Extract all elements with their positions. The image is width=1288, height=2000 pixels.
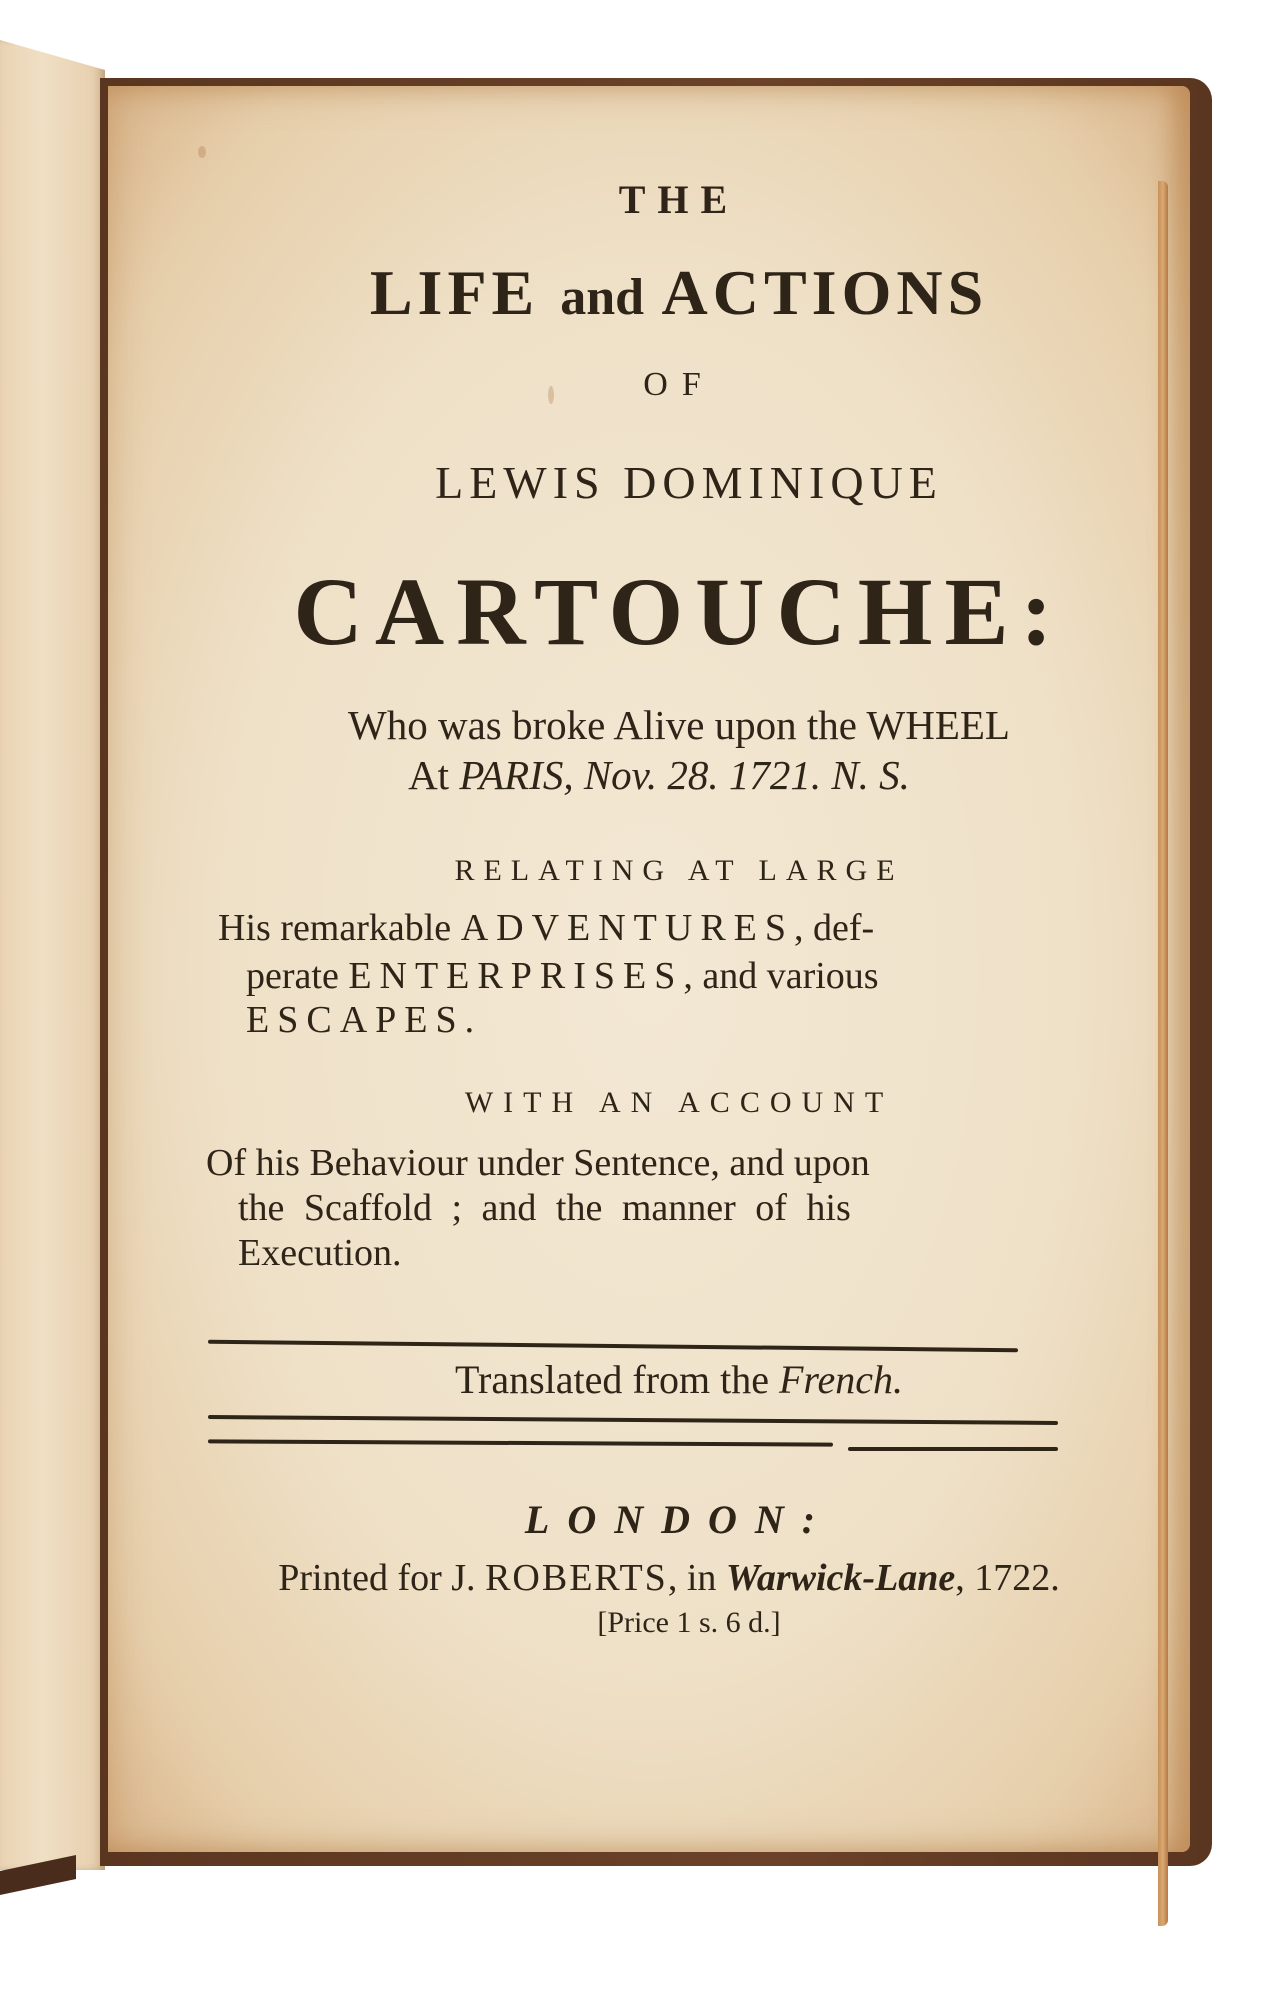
relating-text: , def- <box>794 907 875 949</box>
relating-line-1 <box>218 906 874 950</box>
imprint-text: , in <box>667 1557 726 1599</box>
subtitle-at: At <box>408 752 460 798</box>
subtitle-place-date: PARIS, Nov. 28. 1721. N. S. <box>459 752 910 798</box>
subtitle-line-1: Who was broke Alive upon the WHEEL <box>348 702 1010 748</box>
title-life: LIFE <box>369 257 540 328</box>
rule-double-lower-right <box>848 1447 1058 1451</box>
imprint-city: LONDON: <box>524 1497 834 1542</box>
relating-enterprises: ENTERPRISES <box>348 955 684 997</box>
translated-text: Translated from the <box>454 1357 779 1402</box>
title-surname: CARTOUCHE: <box>293 558 1065 665</box>
left-endpaper <box>0 40 105 1870</box>
account-line-1: Of his Behaviour under Sentence, and upon <box>206 1142 870 1184</box>
imprint-line <box>128 1556 1210 1600</box>
title-the: THE <box>618 177 740 222</box>
title-name: LEWIS DOMINIQUE <box>435 457 943 508</box>
imprint-text: Printed for J. <box>278 1557 486 1599</box>
imprint-year: , 1722. <box>955 1557 1060 1599</box>
title-and: and <box>560 269 645 326</box>
relating-line-3: ESCAPES. <box>246 999 483 1041</box>
subtitle-line-2 <box>118 751 1200 799</box>
title-life-and-actions <box>138 256 1220 330</box>
imprint-street: Warwick-Lane <box>725 1557 956 1599</box>
relating-heading: RELATING AT LARGE <box>454 854 904 887</box>
translated-language: French. <box>779 1357 904 1402</box>
rule-top <box>208 1340 1018 1352</box>
translated-note <box>138 1356 1220 1403</box>
rule-double-upper <box>208 1415 1058 1425</box>
imprint-printer: ROBERTS <box>485 1557 668 1599</box>
relating-text: , and various <box>683 955 879 997</box>
account-heading: WITH AN ACCOUNT <box>464 1086 894 1119</box>
title-page-content <box>108 86 1190 1852</box>
title-of: OF <box>643 366 715 403</box>
account-line-3: Execution. <box>238 1232 402 1274</box>
relating-text: perate <box>246 955 349 997</box>
title-page <box>108 86 1190 1852</box>
relating-text: His remarkable <box>218 907 461 949</box>
title-actions: ACTIONS <box>661 257 989 328</box>
account-line-2: the Scaffold ; and the manner of his <box>238 1187 851 1229</box>
rule-double-lower-left <box>208 1439 833 1446</box>
relating-adventures: ADVENTURES <box>460 907 795 949</box>
price: [Price 1 s. 6 d.] <box>597 1606 781 1639</box>
relating-line-2 <box>246 954 879 998</box>
